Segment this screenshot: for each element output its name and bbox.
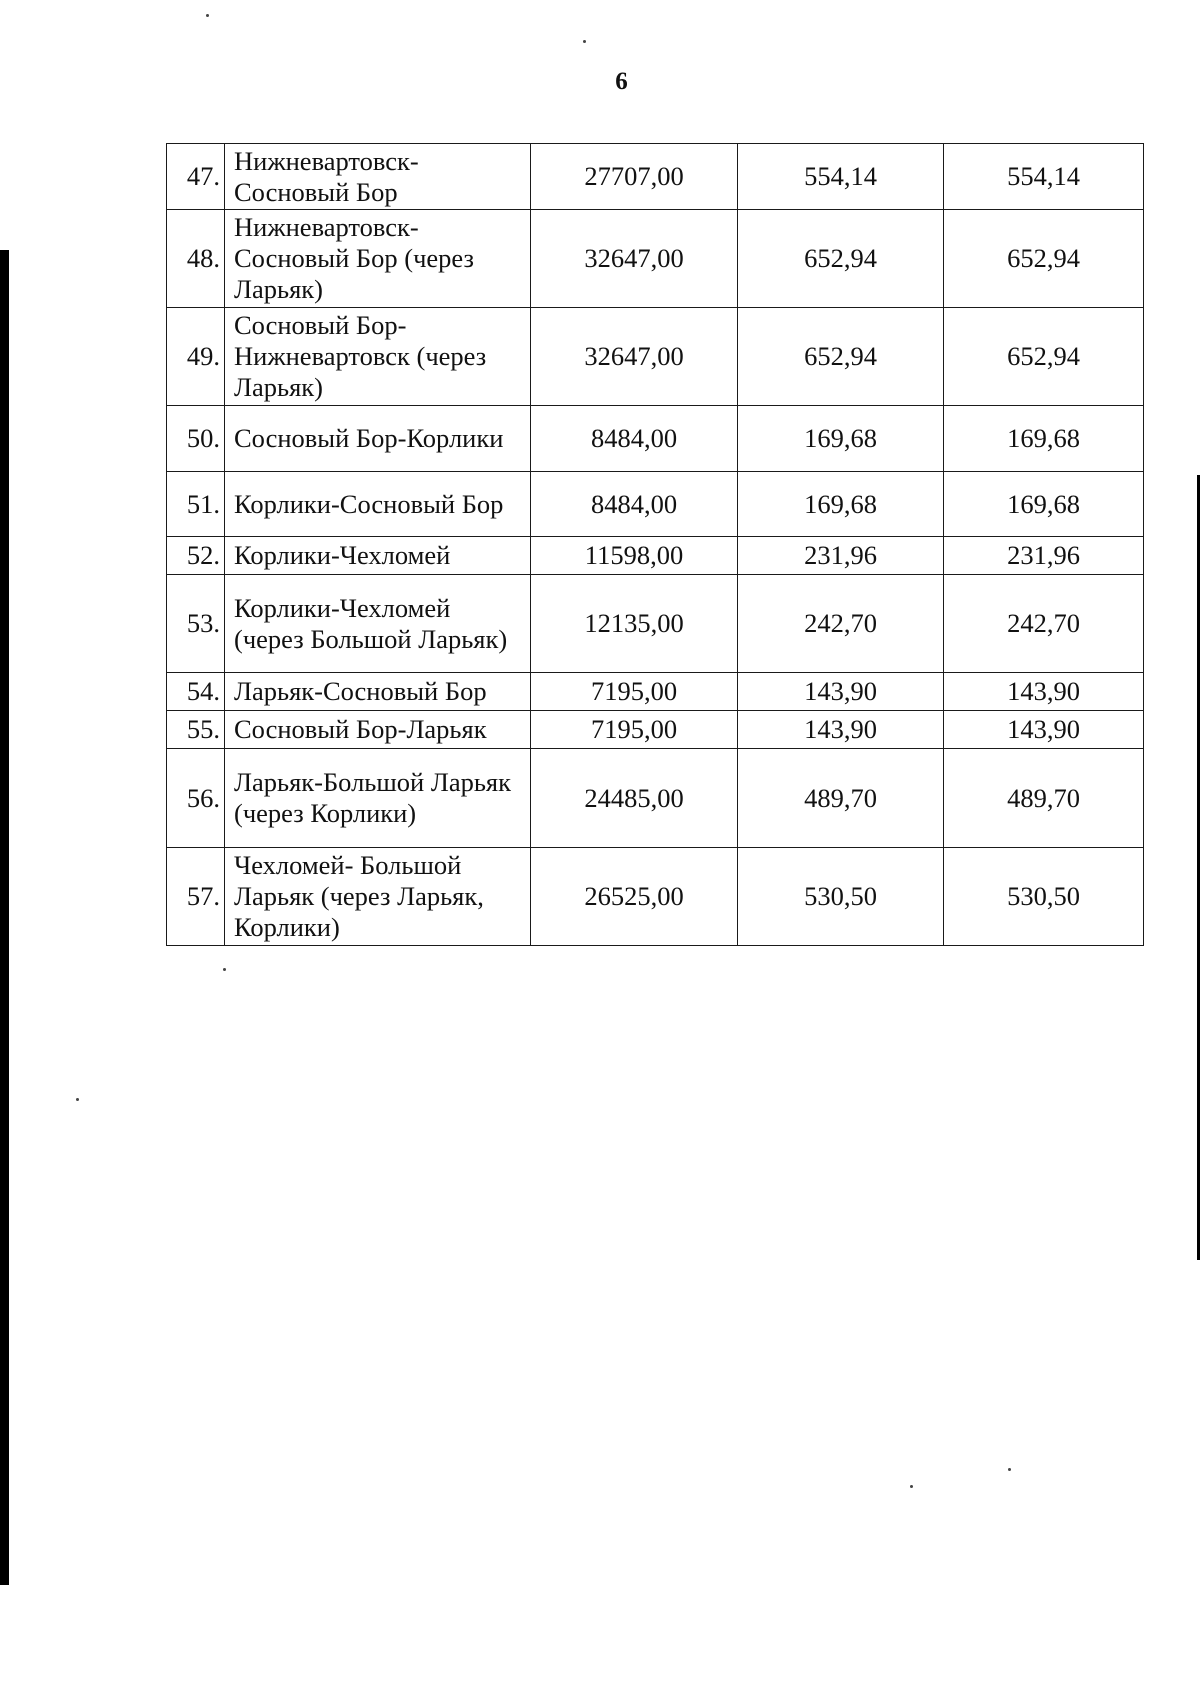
cell-col-b: 169,68 xyxy=(738,472,944,537)
cell-col-b: 489,70 xyxy=(738,749,944,848)
cell-col-c: 489,70 xyxy=(944,749,1144,848)
cell-col-b: 530,50 xyxy=(738,848,944,946)
row-number: 50. xyxy=(167,406,225,472)
row-number: 55. xyxy=(167,711,225,749)
cell-col-b: 554,14 xyxy=(738,144,944,210)
scan-speck xyxy=(223,968,226,971)
route-name: Сосновый Бор-Ларьяк xyxy=(225,711,531,749)
cell-col-c: 652,94 xyxy=(944,308,1144,406)
cell-col-a: 26525,00 xyxy=(531,848,738,946)
cell-col-c: 242,70 xyxy=(944,575,1144,673)
row-number: 52. xyxy=(167,537,225,575)
table-row xyxy=(167,406,1144,472)
cell-col-b: 652,94 xyxy=(738,210,944,308)
cell-col-c: 652,94 xyxy=(944,210,1144,308)
row-number: 53. xyxy=(167,575,225,673)
route-name: Корлики-Чехломей (через Большой Ларьяк) xyxy=(225,575,531,673)
scan-edge-left xyxy=(0,250,9,1585)
cell-col-a: 7195,00 xyxy=(531,673,738,711)
row-number: 56. xyxy=(167,749,225,848)
scan-speck xyxy=(206,14,209,17)
route-name: Нижневартовск-Сосновый Бор (через Ларьяк) xyxy=(225,210,531,308)
route-name: Корлики-Чехломей xyxy=(225,537,531,575)
cell-col-c: 169,68 xyxy=(944,406,1144,472)
cell-col-c: 530,50 xyxy=(944,848,1144,946)
fare-table xyxy=(166,143,1144,946)
route-name: Нижневартовск-Сосновый Бор xyxy=(225,144,531,210)
cell-col-a: 32647,00 xyxy=(531,308,738,406)
cell-col-b: 143,90 xyxy=(738,673,944,711)
table-row xyxy=(167,673,1144,711)
cell-col-c: 554,14 xyxy=(944,144,1144,210)
cell-col-a: 32647,00 xyxy=(531,210,738,308)
table-row xyxy=(167,575,1144,673)
row-number: 49. xyxy=(167,308,225,406)
cell-col-c: 143,90 xyxy=(944,711,1144,749)
table-row xyxy=(167,472,1144,537)
scan-speck xyxy=(1008,1468,1011,1471)
cell-col-b: 143,90 xyxy=(738,711,944,749)
cell-col-a: 7195,00 xyxy=(531,711,738,749)
route-name: Ларьяк-Сосновый Бор xyxy=(225,673,531,711)
route-name: Корлики-Сосновый Бор xyxy=(225,472,531,537)
cell-col-b: 242,70 xyxy=(738,575,944,673)
row-number: 51. xyxy=(167,472,225,537)
route-name: Сосновый Бор-Корлики xyxy=(225,406,531,472)
table-row xyxy=(167,711,1144,749)
page-number: 6 xyxy=(615,68,628,95)
table-row xyxy=(167,848,1144,946)
cell-col-a: 8484,00 xyxy=(531,406,738,472)
route-name: Сосновый Бор-Нижневартовск (через Ларьяк) xyxy=(225,308,531,406)
route-name: Чехломей- Большой Ларьяк (через Ларьяк, Корлики) xyxy=(225,848,531,946)
cell-col-a: 24485,00 xyxy=(531,749,738,848)
cell-col-a: 8484,00 xyxy=(531,472,738,537)
scan-speck xyxy=(910,1485,913,1488)
cell-col-b: 652,94 xyxy=(738,308,944,406)
cell-col-c: 231,96 xyxy=(944,537,1144,575)
row-number: 57. xyxy=(167,848,225,946)
cell-col-b: 169,68 xyxy=(738,406,944,472)
table-row xyxy=(167,537,1144,575)
table-row xyxy=(167,144,1144,210)
table-row xyxy=(167,210,1144,308)
scan-speck xyxy=(76,1098,79,1101)
cell-col-a: 27707,00 xyxy=(531,144,738,210)
cell-col-c: 143,90 xyxy=(944,673,1144,711)
cell-col-a: 11598,00 xyxy=(531,537,738,575)
scan-speck xyxy=(583,40,586,43)
route-name: Ларьяк-Большой Ларьяк (через Корлики) xyxy=(225,749,531,848)
table-row xyxy=(167,308,1144,406)
cell-col-c: 169,68 xyxy=(944,472,1144,537)
row-number: 54. xyxy=(167,673,225,711)
cell-col-b: 231,96 xyxy=(738,537,944,575)
table-row xyxy=(167,749,1144,848)
row-number: 48. xyxy=(167,210,225,308)
row-number: 47. xyxy=(167,144,225,210)
cell-col-a: 12135,00 xyxy=(531,575,738,673)
